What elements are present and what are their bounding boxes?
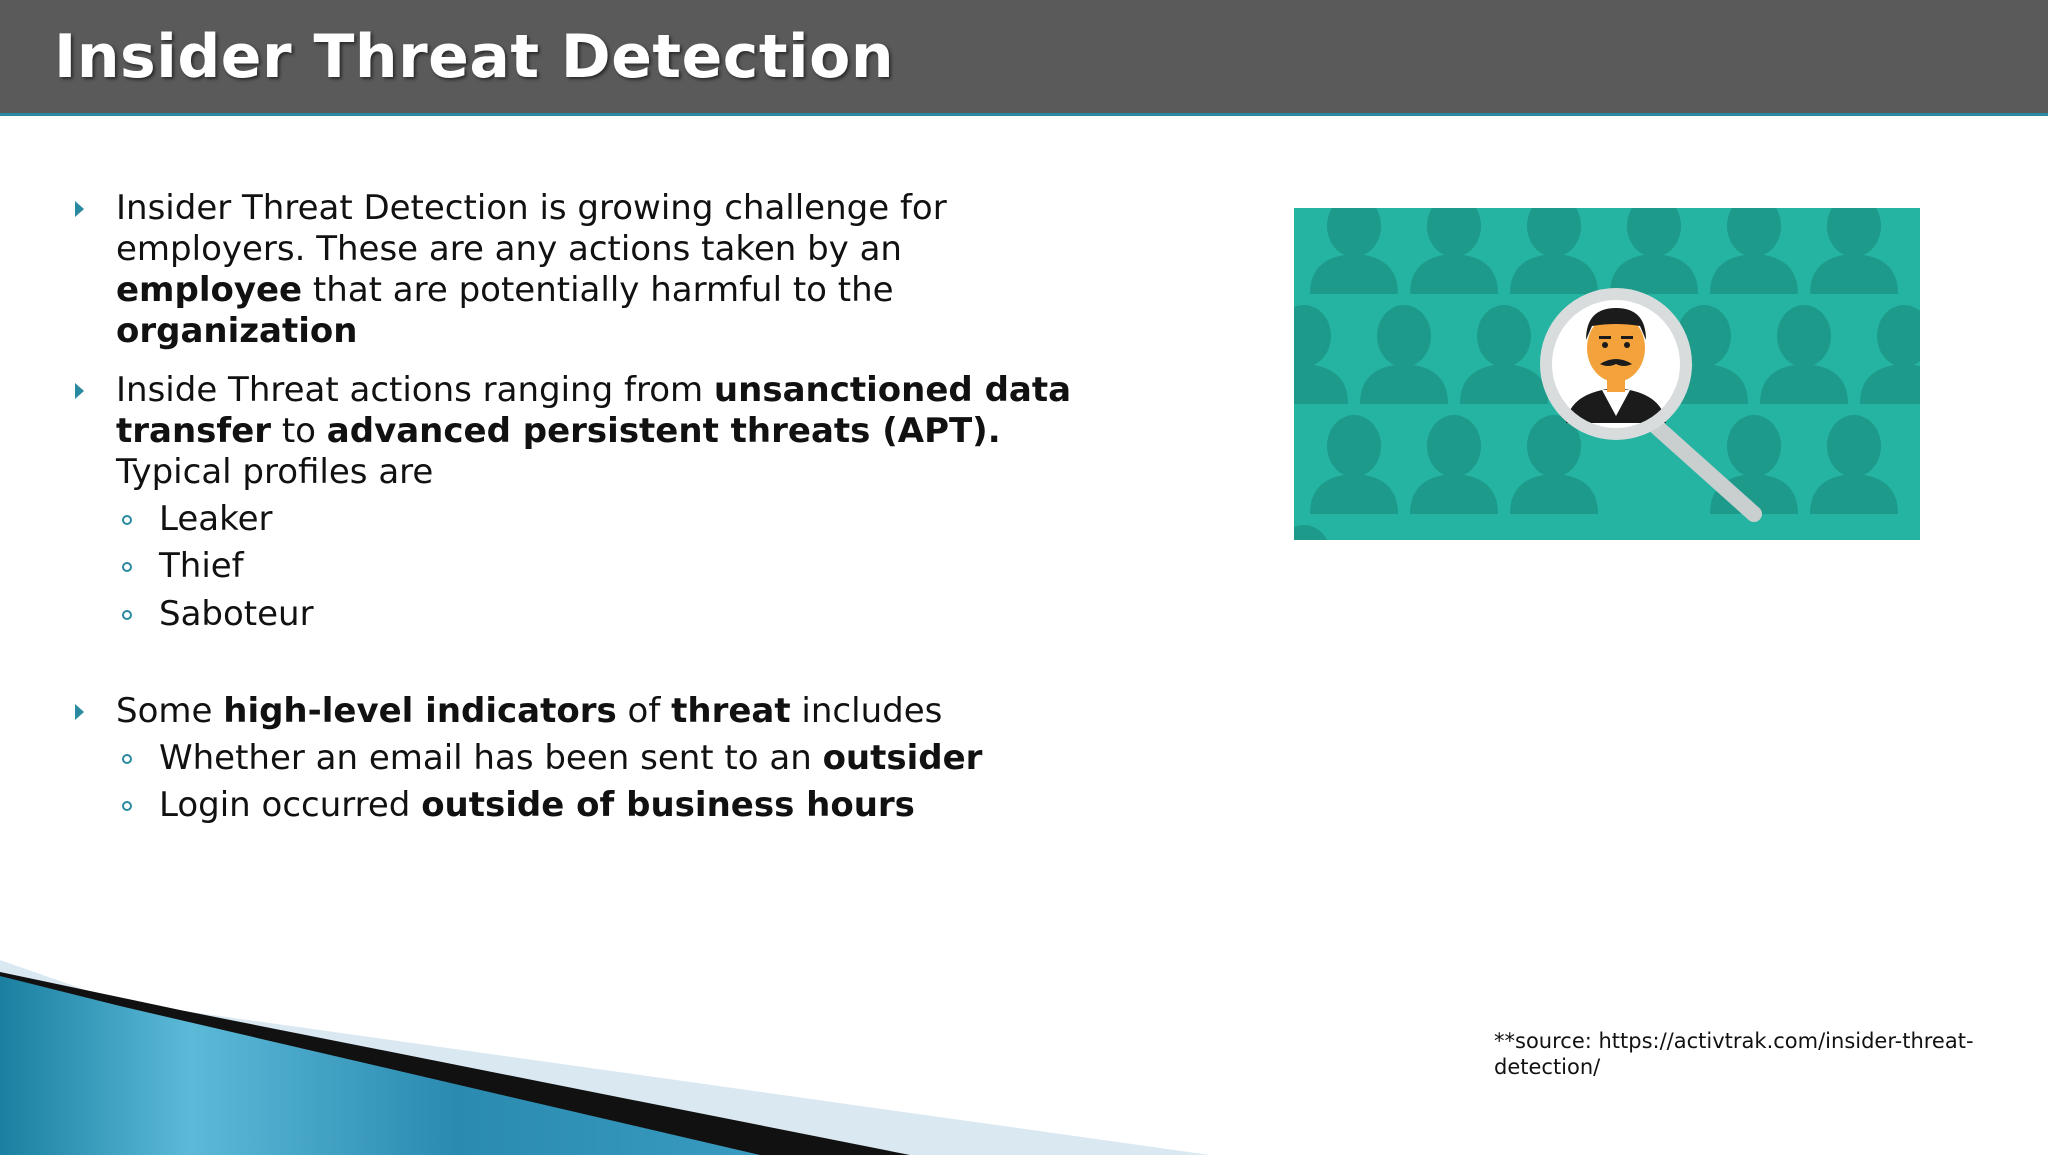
- bullet-paragraph-1: [116, 188, 1076, 352]
- bullet-text-bold: threat: [671, 691, 791, 731]
- sub-item-text-bold: outsider: [822, 738, 983, 778]
- bullet-text-bold: advanced persistent threats (APT).: [326, 411, 1001, 451]
- bullet-text: Some: [116, 691, 224, 731]
- corner-decoration: [0, 960, 1210, 1155]
- triangle-bullet-icon: [75, 704, 84, 720]
- bullet-paragraph-2: [116, 370, 1076, 493]
- sub-item-text: Thief: [159, 546, 244, 586]
- sub-item-text: Login occurred: [159, 785, 422, 825]
- slide-title: Insider Threat Detection: [54, 22, 895, 92]
- triangle-bullet-icon: [75, 201, 84, 217]
- bullet-text-bold: employee: [116, 270, 303, 310]
- circle-bullet-icon: [122, 801, 132, 811]
- sub-item-email-outsider: [159, 738, 982, 779]
- bullet-text: includes: [790, 691, 943, 731]
- bullet-text: Insider Threat Detection is growing challenge for employers. These are any actions taken by an: [116, 188, 947, 269]
- bullet-text-bold: organization: [116, 311, 358, 351]
- sub-item-text: Leaker: [159, 499, 273, 539]
- sub-item-text: Whether an email has been sent to an: [159, 738, 823, 778]
- bullet-text: Inside Threat actions ranging from: [116, 370, 714, 410]
- bullet-text-bold: unsanctioned data transfer: [116, 370, 1072, 451]
- sub-item-text-bold: outside of business hours: [421, 785, 915, 825]
- sub-item-login-hours: [159, 785, 915, 826]
- bullet-text: of: [616, 691, 672, 731]
- insider-search-illustration: [1294, 208, 1920, 540]
- circle-bullet-icon: [122, 754, 132, 764]
- triangle-bullet-icon: [75, 383, 84, 399]
- magnifier-over-crowd-icon: [1294, 208, 1920, 540]
- circle-bullet-icon: [122, 562, 132, 572]
- sub-item-saboteur: [159, 594, 314, 635]
- circle-bullet-icon: [122, 515, 132, 525]
- bullet-paragraph-3: [116, 691, 1076, 732]
- bullet-text: Typical profiles are: [116, 452, 434, 492]
- source-note: **source: https://activtrak.com/insider-threat-detection/: [1494, 1029, 1974, 1079]
- sub-item-thief: [159, 546, 244, 587]
- circle-bullet-icon: [122, 610, 132, 620]
- bullet-text-bold: high-level indicators: [223, 691, 617, 731]
- bullet-text: that are potentially harmful to the: [302, 270, 894, 310]
- sub-item-leaker: [159, 499, 272, 540]
- bullet-text: to: [271, 411, 327, 451]
- sub-item-text: Saboteur: [159, 594, 314, 634]
- title-bar: [0, 0, 2048, 116]
